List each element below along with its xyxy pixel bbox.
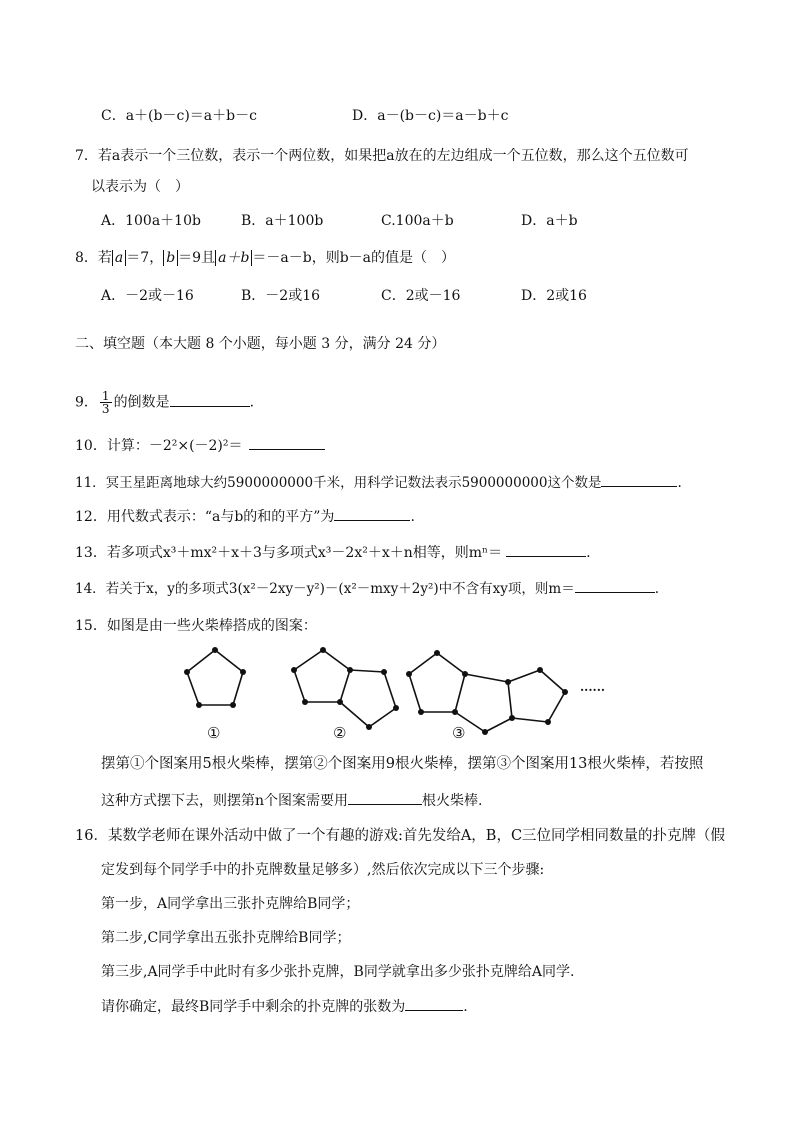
q10-answer-blank[interactable]	[249, 435, 325, 450]
q10-text: 10．计算：－2²×(－2)²＝	[75, 438, 243, 454]
q7-option-d: D．a＋b	[521, 213, 578, 229]
q15-caption-3: ③	[452, 724, 466, 742]
q14	[75, 578, 659, 599]
q8-option-b: B．－2或16	[241, 288, 321, 304]
q8-option-d: D．2或16	[521, 288, 587, 304]
q15-caption-2: ②	[333, 724, 347, 742]
q16-line1: 16．某数学老师在课外活动中做了一个有趣的游戏:首先发给A，B，C三位同学相同数量的扑克牌（假	[75, 828, 726, 844]
q12-end: .	[410, 509, 415, 525]
section2-title: 二、填空题（本大题 8 个小题，每小题 3 分，满分 24 分）	[75, 336, 446, 352]
q9-frac-den: 3	[101, 402, 110, 416]
q15-answer-blank[interactable]	[348, 790, 422, 805]
q8-option-c: C．2或－16	[381, 288, 461, 304]
q9	[75, 390, 254, 415]
q16-end: .	[463, 999, 468, 1015]
q14-text: 14．若关于x，y的多项式3(x²－2xy－y²)－(x²－mxy＋2y²)中不含有xy项，则m＝	[75, 581, 575, 597]
q7-stem-line2: 以表示为（ ）	[91, 179, 189, 195]
q15-stem: 15．如图是由一些火柴棒搭成的图案：	[75, 618, 317, 634]
q15-line2	[101, 790, 482, 811]
q12-answer-blank[interactable]	[334, 506, 410, 521]
q13	[75, 542, 591, 563]
q11-end: .	[677, 475, 682, 491]
q14-answer-blank[interactable]	[575, 578, 655, 593]
q15-line2-b: 根火柴棒.	[422, 793, 483, 809]
q16-line2: 定发到每个同学手中的扑克牌数量足够多）,然后依次完成以下三个步骤:	[101, 862, 545, 878]
q9-text: 的倒数是	[113, 394, 170, 411]
q13-end: .	[586, 545, 591, 561]
q9-prefix: 9．	[75, 394, 98, 411]
q13-text: 13．若多项式x³＋mx²＋x＋3与多项式x³－2x²＋x＋n相等，则mⁿ＝	[75, 545, 503, 561]
q6-option-d: D．a－(b－c)＝a－b＋c	[352, 108, 509, 124]
pentagon-figure-2	[291, 647, 399, 730]
pentagon-figure-1	[184, 647, 246, 708]
q12	[75, 506, 415, 527]
matchstick-figures	[0, 640, 794, 750]
q9-end: .	[249, 394, 255, 411]
q11	[75, 472, 682, 493]
q16-ask	[101, 996, 468, 1017]
q11-text: 11．冥王星距离地球大约5900000000千米，用科学记数法表示5900000000这个数是	[75, 475, 602, 491]
q8-abs-b: b	[163, 250, 178, 266]
q8-abs-ab: a＋b	[215, 250, 252, 266]
q15-line1: 摆第①个图案用5根火柴棒，摆第②个图案用9根火柴棒，摆第③个图案用13根火柴棒，若按照	[101, 756, 704, 772]
q16-step1: 第一步，A同学拿出三张扑克牌给B同学；	[101, 896, 360, 912]
q8-stem-prefix: 8．若	[75, 250, 112, 266]
q11-answer-blank[interactable]	[601, 472, 677, 487]
q14-end: .	[654, 581, 660, 597]
q7-option-c: C.100a＋b	[381, 213, 454, 229]
q8-eq1: ＝7，	[126, 250, 164, 266]
q16-step2: 第二步,C同学拿出五张扑克牌给B同学；	[101, 930, 351, 946]
pentagon-figure-3	[406, 650, 568, 735]
q7-option-a: A．100a＋10b	[101, 213, 201, 229]
q8-eq3: ＝－a－b，则b－a的值是（ ）	[252, 250, 456, 266]
q9-fraction	[100, 390, 112, 415]
q15-caption-1: ①	[207, 724, 221, 742]
q16-ask-text: 请你确定，最终B同学手中剩余的扑克牌的张数为	[101, 999, 406, 1015]
q8-eq2: ＝9且	[178, 250, 216, 266]
q9-answer-blank[interactable]	[170, 392, 250, 407]
q15-line2-a: 这种方式摆下去，则摆第n个图案需要用	[101, 793, 349, 809]
q10	[75, 435, 325, 456]
q7-option-b: B．a＋100b	[241, 213, 324, 229]
q9-frac-num: 1	[101, 389, 110, 403]
q6-option-c: C．a＋(b－c)＝a＋b－c	[101, 108, 257, 124]
q12-text: 12．用代数式表示：“a与b的和的平方”为	[75, 509, 335, 525]
q8-abs-a: a	[112, 250, 126, 266]
q16-step3: 第三步,A同学手中此时有多少张扑克牌，B同学就拿出多少张扑克牌给A同学.	[101, 964, 575, 980]
q7-stem-line1: 7．若a表示一个三位数，表示一个两位数，如果把a放在的左边组成一个五位数，那么这个五位数可	[75, 148, 689, 164]
q8-stem	[75, 248, 455, 268]
q8-option-a: A．－2或－16	[101, 288, 194, 304]
q13-answer-blank[interactable]	[506, 542, 586, 557]
q16-answer-blank[interactable]	[405, 996, 463, 1011]
q15-ellipsis: ······	[580, 683, 606, 697]
